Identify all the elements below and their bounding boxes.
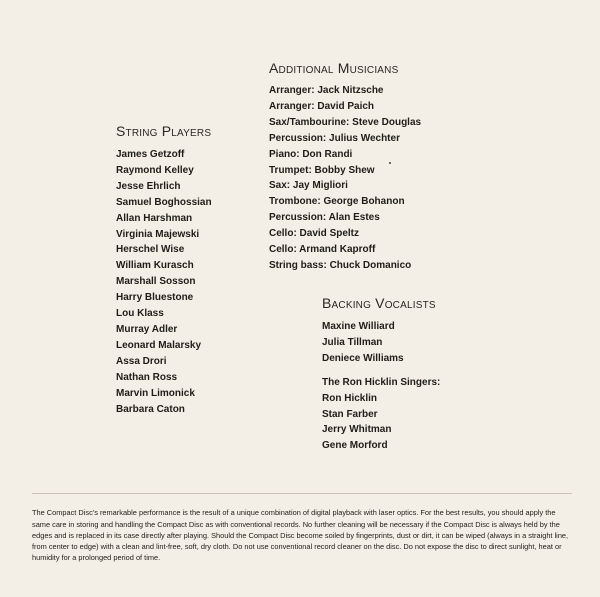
list-item: Sax: Jay Migliori — [269, 180, 348, 192]
additional-musicians-list — [269, 83, 421, 274]
backing-vocalists-heading: Backing Vocalists — [322, 295, 436, 311]
list-item: Cello: David Speltz — [269, 228, 360, 240]
backing-vocalists-list — [322, 319, 440, 454]
list-item: Murray Adler — [116, 323, 178, 335]
list-spacer — [322, 367, 440, 375]
list-item: Herschel Wise — [116, 244, 185, 256]
list-item: Sax/Tambourine: Steve Douglas — [269, 116, 422, 128]
print-speck — [389, 162, 391, 164]
list-item: Jerry Whitman — [322, 424, 392, 436]
list-item: Julia Tillman — [322, 336, 383, 348]
list-item: The Ron Hicklin Singers: — [322, 376, 441, 388]
list-item: Deniece Williams — [322, 352, 404, 364]
string-players-list — [116, 147, 212, 417]
list-item: Raymond Kelley — [116, 164, 194, 176]
list-item: Harry Bluestone — [116, 292, 194, 304]
list-item: Trumpet: Bobby Shew — [269, 164, 375, 176]
list-item: Stan Farber — [322, 408, 378, 420]
list-item: Virginia Majewski — [116, 228, 200, 240]
list-item: Marvin Limonick — [116, 387, 195, 399]
list-item: Cello: Armand Kaproff — [269, 244, 376, 256]
list-item: Allan Harshman — [116, 212, 193, 224]
section-divider — [32, 493, 572, 494]
string-players-heading: String Players — [116, 123, 212, 139]
list-item: Piano: Don Randi — [269, 148, 353, 160]
list-item: Samuel Boghossian — [116, 196, 212, 208]
list-item: Gene Morford — [322, 440, 388, 452]
list-item: Arranger: Jack Nitzsche — [269, 85, 384, 96]
list-item: Percussion: Alan Estes — [269, 212, 380, 224]
list-item: String bass: Chuck Domanico — [269, 259, 412, 271]
list-item: Jesse Ehrlich — [116, 180, 181, 192]
list-item: Trombone: George Bohanon — [269, 196, 405, 208]
list-item: Arranger: David Paich — [269, 100, 375, 112]
list-item: James Getzoff — [116, 149, 185, 160]
additional-musicians-heading: Additional Musicians — [269, 60, 399, 76]
list-item: Percussion: Julius Wechter — [269, 132, 400, 144]
list-item: Assa Drori — [116, 355, 167, 367]
list-item: Nathan Ross — [116, 371, 178, 383]
list-item: Maxine Williard — [322, 321, 395, 332]
list-item: Ron Hicklin — [322, 392, 378, 404]
list-item: Marshall Sosson — [116, 276, 196, 288]
cd-care-notice: The Compact Disc's remarkable performance is the result of a unique combination of digital playback with laser optics. For the best results, you should apply the same care in storing and handling the Compact Disc as with conventional records. No further cleaning will be necessary if the Compact Disc is always held by the edges and is replaced in its case directly after playing. Should the Compact Disc become soiled by fingerprints, dust or dirt, it can be wiped (always in a straight line, from center to edge) with a clean and lint-free, soft, dry cloth. Do not use conventional record cleaner on the disc. Do not expose the disc to direct sunlight, heat or humidity for a prolonged period of time. — [32, 508, 569, 563]
list-item: William Kurasch — [116, 260, 194, 272]
list-item: Lou Klass — [116, 308, 164, 320]
list-item: Barbara Caton — [116, 403, 185, 415]
list-item: Leonard Malarsky — [116, 339, 202, 351]
